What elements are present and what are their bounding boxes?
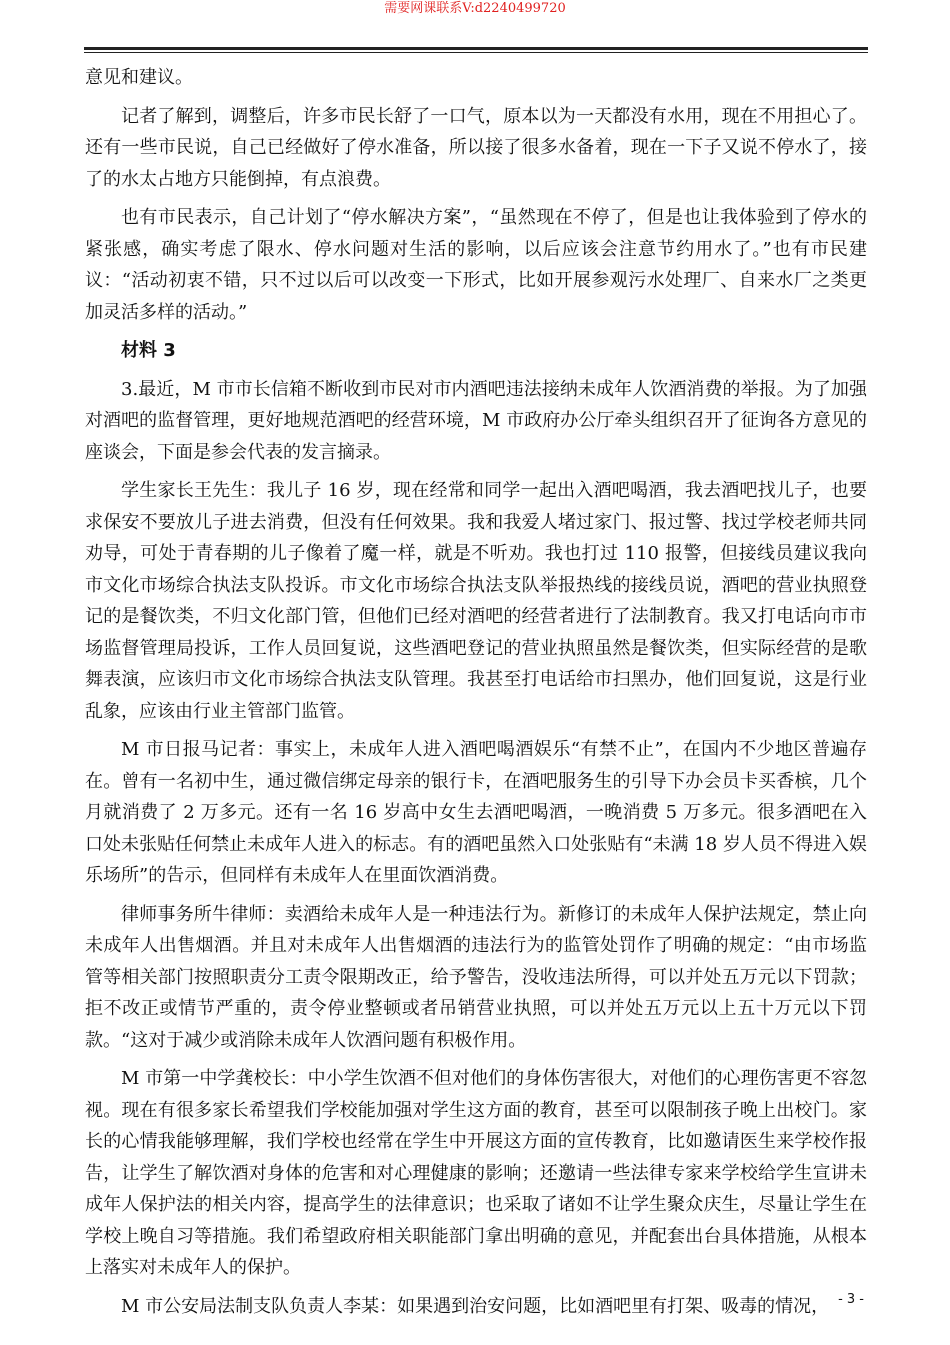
page-number: - 3 - — [838, 1292, 864, 1307]
header-rule-thin — [84, 52, 868, 53]
document-body — [85, 62, 867, 1329]
paragraph: 3.最近，M 市市长信箱不断收到市民对市内酒吧违法接纳未成年人饮酒消费的举报。为了加强对酒吧的监督管理，更好地规范酒吧的经营环境，M 市政府办公厅牵头组织召开了征询各方意见的座谈会，下面是参会代表的发言摘录。 — [85, 378, 867, 463]
header-rule-thick — [84, 47, 868, 50]
paragraph: M 市日报马记者：事实上，未成年人进入酒吧喝酒娱乐“有禁不止”，在国内不少地区普遍存在。曾有一名初中生，通过微信绑定母亲的银行卡，在酒吧服务生的引导下办会员卡买香槟，几个月就消费了 2 万多元。还有一名 16 岁高中女生去酒吧喝酒，一晚消费 5 万多元。很多酒吧在入口处未张贴任何禁止未成年人进入的标志。有的酒吧虽然入口处张贴有“未满 18 岁人员不得进入娱乐场所”的告示，但同样有未成年人在里面饮酒消费。 — [85, 739, 867, 886]
watermark-text: 需要网课联系V:d2240499720 — [384, 1, 566, 16]
paragraph: 律师事务所牛律师：卖酒给未成年人是一种违法行为。新修订的未成年人保护法规定，禁止向未成年人出售烟酒。并且对未成年人出售烟酒的违法行为的监管处罚作了明确的规定：“由市场监管等相关部门按照职责分工责令限期改正，给予警告，没收违法所得，可以并处五万元以下罚款；拒不改正或情节严重的，责令停业整顿或者吊销营业执照，可以并处五万元以上五十万元以下罚款。“这对于减少或消除未成年人饮酒问题有积极作用。 — [85, 903, 867, 1051]
paragraph: M 市公安局法制支队负责人李某：如果遇到治安问题，比如酒吧里有打架、吸毒的情况， — [121, 1295, 830, 1317]
section-heading: 材料 3 — [121, 340, 176, 361]
paragraph: M 市第一中学龚校长：中小学生饮酒不但对他们的身体伤害很大，对他们的心理伤害更不容忽视。现在有很多家长希望我们学校能加强对学生这方面的教育，甚至可以限制孩子晚上出校门。家长的心情我能够理解，我们学校也经常在学生中开展这方面的宣传教育，比如邀请医生来学校作报告，让学生了解饮酒对身体的危害和对心理健康的影响；还邀请一些法律专家来学校给学生宣讲未成年人保护法的相关内容，提高学生的法律意识；也采取了诸如不让学生聚众庆生，尽量让学生在学校上晚自习等措施。我们希望政府相关职能部门拿出明确的意见，并配套出台具体措施，从根本上落实对未成年人的保护。 — [85, 1068, 867, 1278]
paragraph: 记者了解到，调整后，许多市民长舒了一口气，原本以为一天都没有水用，现在不用担心了。还有一些市民说，自己已经做好了停水准备，所以接了很多水备着，现在一下子又说不停水了，接了的水太占地方只能倒掉，有点浪费。 — [85, 105, 867, 190]
paragraph: 也有市民表示，自己计划了“停水解决方案”，“虽然现在不停了，但是也让我体验到了停水的紧张感，确实考虑了限水、停水问题对生活的影响，以后应该会注意节约用水了。”也有市民建议：“活动初衷不错，只不过以后可以改变一下形式，比如开展参观污水处理厂、自来水厂之类更加灵活多样的活动。” — [85, 207, 867, 323]
paragraph-continuation: 意见和建议。 — [85, 67, 193, 88]
paragraph: 学生家长王先生：我儿子 16 岁，现在经常和同学一起出入酒吧喝酒，我去酒吧找儿子，也要求保安不要放儿子进去消费，但没有任何效果。我和我爱人堵过家门、报过警、找过学校老师共同劝导，可处于青春期的儿子像着了魔一样，就是不听劝。我也打过 110 报警，但接线员建议我向市文化市场综合执法支队投诉。市文化市场综合执法支队举报热线的接线员说，酒吧的营业执照登记的是餐饮类，不归文化部门管，但他们已经对酒吧的经营者进行了法制教育。我又打电话向市市场监督管理局投诉，工作人员回复说，这些酒吧登记的营业执照虽然是餐饮类，但实际经营的是歌舞表演，应该归市文化市场综合执法支队管理。我甚至打电话给市扫黑办，他们回复说，这是行业乱象，应该由行业主管部门监管。 — [85, 480, 867, 722]
